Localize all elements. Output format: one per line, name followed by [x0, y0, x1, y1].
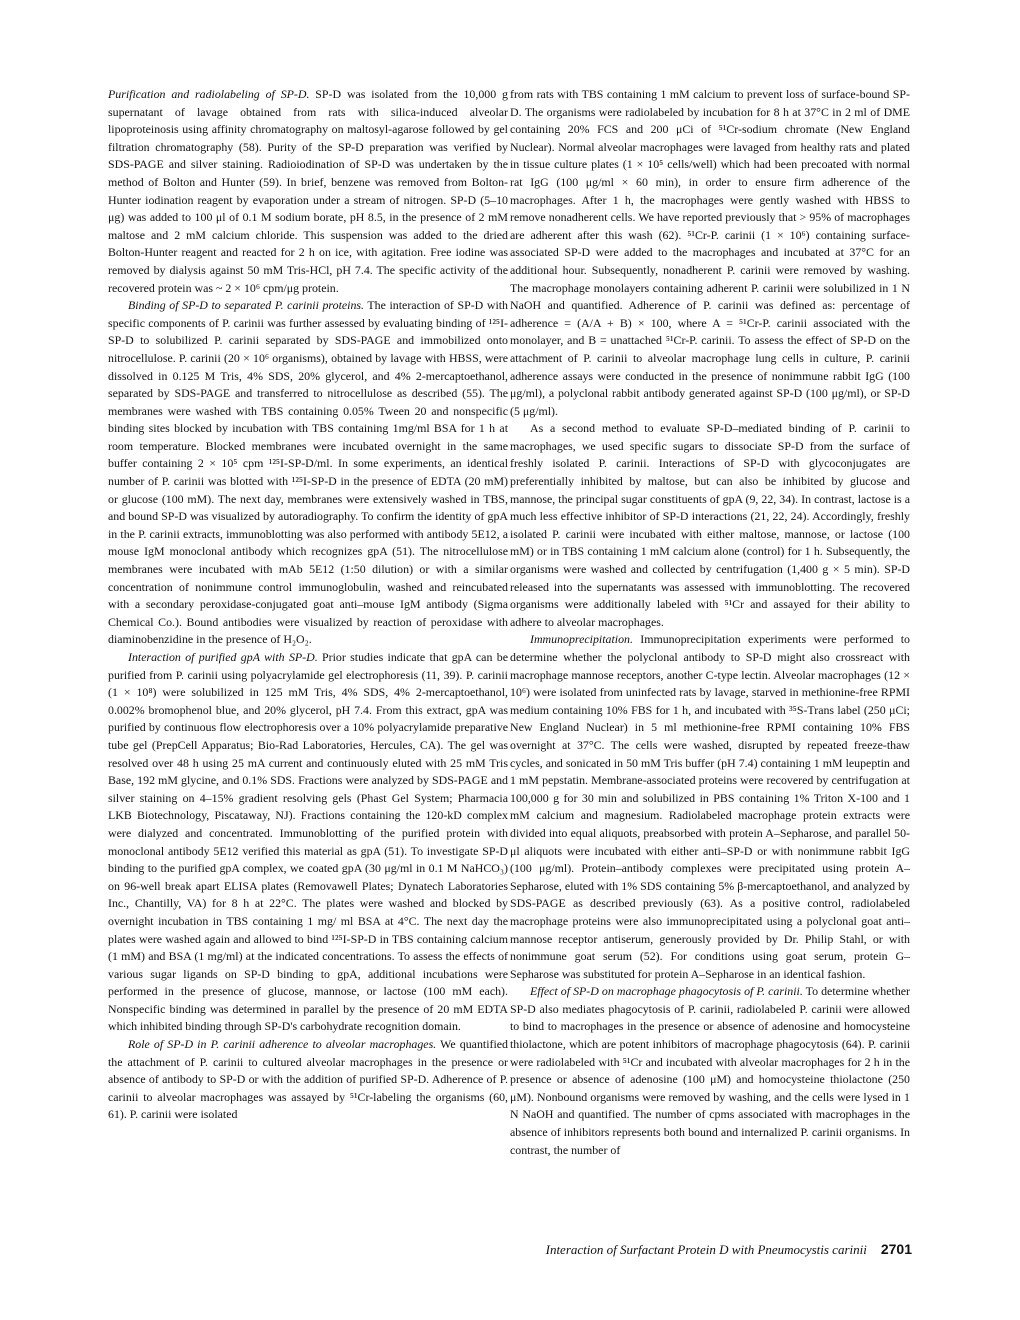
- paragraph-role-adherence: [108, 1036, 508, 1124]
- paragraph-phagocytosis: [510, 983, 910, 1159]
- page-number: 2701: [880, 1241, 912, 1257]
- section-heading: Role of SP-D in P. carinii adherence to alveolar macrophages.: [128, 1037, 437, 1052]
- page-footer: [546, 1241, 912, 1258]
- paragraph-continued: [510, 86, 910, 420]
- paragraph-text: We quantified the attachment of P. carinii to cultured alveolar macrophages in the presence or absence of antibody to SP-D or with the addition of purified SP-D. Adherence of P. carinii to alveolar macrophages was assayed by ⁵¹Cr-labeling the organisms (60, 61). P. carinii were isolated: [108, 1037, 508, 1122]
- paragraph-text: SP-D was isolated from the 10,000 g supernatant of lavage obtained from rats with silica-induced alveolar lipoproteinosis using affinity chromatography on maltosyl-agarose followed by gel filtration chromatography (58). Purity of the SP-D preparation was verified by SDS-PAGE and silver staining. Radioiodination of SP-D was undertaken by the method of Bolton and Hunter (59). In brief, benzene was removed from Bolton-Hunter iodination reagent by evaporation under a stream of nitrogen. SP-D (5–10 μg) was added to 100 μl of 0.1 M sodium borate, pH 8.5, in the presence of 2 mM maltose and 2 mM calcium chloride. This suspension was added to the dried Bolton-Hunter reagent and reacted for 2 h on ice, with agitation. Free iodine was removed by dialysis against 50 mM Tris-HCl, pH 7.4. The specific activity of the recovered protein was ~ 2 × 10⁶ cpm/μg protein.: [108, 87, 508, 295]
- section-heading: Effect of SP-D on macrophage phagocytosis of P. carinii.: [530, 984, 803, 999]
- running-title: Interaction of Surfactant Protein D with Pneumocystis carinii: [545, 1242, 867, 1257]
- paragraph-text: Immunoprecipitation experiments were performed to determine whether the polyclonal antibody to SP-D might also crossreact with macrophage mannose receptors, another C-type lectin. Alveolar macrophages (12 × 10⁶) were isolated from uninfected rats by lavage, starved in methionine-free RPMI medium containing 10% FBS for 1 h, and incubated with ³⁵S-Trans label (250 μCi; New England Nuclear) in 5 ml methionine-free RPMI containing 10% FBS overnight at 37°C. The cells were washed, disrupted by repeated freeze-thaw cycles, and sonicated in 50 mM Tris buffer (pH 7.4) containing 1 mM leupeptin and 1 mM pepstatin. Membrane-associated proteins were recovered by centrifugation at 100,000 g for 30 min and solubilized in PBS containing 1% Triton X-100 and 1 mM calcium and magnesium. Radiolabeled macrophage protein extracts were divided into equal aliquots, preabsorbed with protein A–Sepharose, and parallel 50-μl aliquots were incubated with either anti–SP-D or with nonimmune rabbit IgG (100 μg/ml). Protein–antibody complexes were precipitated using protein A–Sepharose, eluted with 1% SDS containing 5% β-mercaptoethanol, and analyzed by SDS-PAGE as described previously (63). As a positive control, radiolabeled macrophage proteins were also immunoprecipitated using a polyclonal goat anti–mannose receptor antiserum, generously provided by Dr. Philip Stahl, or with nonimmune goat serum (52). For conditions using goat serum, protein G–Sepharose was substituted for protein A–Sepharose in an identical fashion.: [510, 632, 910, 981]
- section-heading: Purification and radiolabeling of SP-D.: [108, 87, 310, 101]
- paragraph-binding-separated: [108, 297, 508, 649]
- paragraph-purification: [108, 86, 508, 297]
- paragraph-text: Prior studies indicate that gpA can be purified from P. carinii using polyacrylamide gel electrophoresis (11, 39). P. carinii (1 × 10⁸) were solubilized in 125 mM Tris, 4% SDS, 4% 2-mercaptoethanol, 0.002% bromophenol blue, and 20% glycerol, pH 7.4. From this extract, gpA was purified by continuous flow electrophoresis over a 10% polyacrylamide preparative tube gel (PrepCell Apparatus; Bio-Rad Laboratories, Hercules, CA). The gel was resolved over 48 h using 25 mA current and continuously eluted with 25 mM Tris Base, 192 mM glycine, and 0.1% SDS. Fractions were analyzed by SDS-PAGE and silver staining on 4–15% gradient resolving gels (Phast Gel System; Pharmacia LKB Biotechnology, Piscataway, NJ). Fractions containing the 120-kD complex were dialyzed and concentrated. Immunoblotting of the purified protein with monoclonal antibody 5E12 verified this material as gpA (51). To investigate SP-D binding to the purified gpA complex, we coated gpA (30 μg/ml in 0.1 M NaHCO₃) on 96-well break apart ELISA plates (Removawell Plates; Dynatech Laboratories Inc., Chantilly, VA) for 8 h at 22°C. The plates were washed and blocked by overnight incubation in TBS containing 1 mg/ ml BSA at 4°C. The next day the plates were washed again and allowed to bind ¹²⁵I-SP-D in TBS containing calcium (1 mM) and BSA (1 mg/ml) at the indicated concentrations. To assess the effects of various sugar ligands on SP-D binding to gpA, additional incubations were performed in the presence of glucose, mannose, or lactose (100 mM each). Nonspecific binding was determined in parallel by the presence of 20 mM EDTA which inhibited binding through SP-D's carbohydrate recognition domain.: [108, 650, 508, 1034]
- paragraph-second-method: [510, 420, 910, 631]
- section-heading: Interaction of purified gpA with SP-D.: [128, 650, 318, 664]
- paragraph-interaction-gpa: [108, 649, 508, 1036]
- paragraph-text: To determine whether SP-D also mediates phagocytosis of P. carinii, radiolabeled P. carinii were allowed to bind to macrophages in the presence or absence of adenosine and homocysteine thiolactone, which are potent inhibitors of macrophage phagocytosis (64). P. carinii were radiolabeled with ⁵¹Cr and incubated with alveolar macrophages for 2 h in the presence or absence of adenosine (100 μM) and homocysteine thiolactone (250 μM). Nonbound organisms were removed by washing, and the cells were lysed in 1 N NaOH and quantified. The number of cpms associated with macrophages in the absence of inhibitors represents both bound and internalized P. carinii organisms. In contrast, the number of: [510, 984, 911, 1157]
- paragraph-text: from rats with TBS containing 1 mM calcium to prevent loss of surface-bound SP-D. The organisms were radiolabeled by incubation for 8 h at 37°C in 2 ml of DME containing 20% FCS and 200 μCi of ⁵¹Cr-sodium chromate (New England Nuclear). Normal alveolar macrophages were lavaged from healthy rats and plated in tissue culture plates (1 × 10⁵ cells/well) which had been precoated with normal rat IgG (100 μg/ml × 60 min), in order to ensure firm adherence of the macrophages. After 1 h, the macrophages were gently washed with HBSS to remove nonadherent cells. We have reported previously that > 95% of macrophages are adherent after this wash (62). ⁵¹Cr-P. carinii (1 × 10⁶) containing surface-associated SP-D were added to the macrophages and incubated at 37°C for an additional hour. Subsequently, nonadherent P. carinii were removed by washing. The macrophage monolayers containing adherent P. carinii were solubilized in 1 N NaOH and quantified. Adherence of P. carinii was defined as: percentage of adherence = (A/A + B) × 100, where A = ⁵¹Cr-P. carinii associated with the monolayer, and B = unattached ⁵¹Cr-P. carinii. To assess the effect of SP-D on the attachment of P. carinii to alveolar macrophage lung cells in culture, P. carinii adherence assays were conducted in the presence of nonimmune rabbit IgG (100 μg/ml), a polyclonal rabbit antibody generated against SP-D (100 μg/ml), or SP-D (5 μg/ml).: [510, 87, 910, 418]
- left-column: [108, 86, 508, 1124]
- paragraph-immunoprecipitation: [510, 631, 910, 983]
- paragraph-text: The interaction of SP-D with specific components of P. carinii was further assessed by evaluating binding of ¹²⁵I-SP-D to solubilized P. carinii separated by SDS-PAGE and immobilized onto nitrocellulose. P. carinii (20 × 10⁶ organisms), obtained by lavage with HBSS, were dissolved in 0.125 M Tris, 4% SDS, 20% glycerol, and 4% 2-mercaptoethanol, separated by SDS-PAGE and transferred to nitrocellulose as described (55). The membranes were washed with TBS containing 0.05% Tween 20 and nonspecific binding sites blocked by incubation with TBS containing 1mg/ml BSA for 1 h at room temperature. Blocked membranes were incubated overnight in the same buffer containing 2 × 10⁵ cpm ¹²⁵I-SP-D/ml. In some experiments, an identical number of P. carinii was blotted with ¹²⁵I-SP-D in the presence of EDTA (20 mM) or glucose (100 mM). The next day, membranes were extensively washed in TBS, and bound SP-D was visualized by autoradiography. To confirm the identity of gpA in the P. carinii extracts, immunoblotting was also performed with antibody 5E12, a mouse IgM monoclonal antibody which recognizes gpA (51). The nitrocellulose membranes were incubated with mAb 5E12 (1:50 dilution) or with a similar concentration of nonimmune control immunoglobulin, washed and reincubated with a secondary peroxidase-conjugated goat anti–mouse IgM antibody (Sigma Chemical Co.). Bound antibodies were visualized by reaction of peroxidase with diaminobenzidine in the presence of H₂O₂.: [108, 298, 508, 647]
- right-column: [510, 86, 910, 1159]
- section-heading: Binding of SP-D to separated P. carinii proteins.: [128, 298, 364, 313]
- paragraph-text: As a second method to evaluate SP-D–mediated binding of P. carinii to macrophages, we used specific sugars to dissociate SP-D from the surface of freshly isolated P. carinii. Interactions of SP-D with glycoconjugates are preferentially inhibited by maltose, but can also be inhibited by glucose and mannose, the principal sugar constituents of gpA (9, 22, 34). In contrast, lactose is a much less effective inhibitor of SP-D interactions (21, 22, 24). Accordingly, freshly isolated P. carinii were incubated with either maltose, mannose, or lactose (100 mM) or in TBS containing 1 mM calcium alone (control) for 1 h. Subsequently, the organisms were washed and collected by centrifugation (1,400 g × 5 min). SP-D released into the supernatants was assessed with immunoblotting. The recovered organisms were additionally labeled with ⁵¹Cr and assayed for their ability to adhere to alveolar macrophages.: [510, 421, 910, 629]
- section-heading: Immunoprecipitation.: [530, 632, 633, 647]
